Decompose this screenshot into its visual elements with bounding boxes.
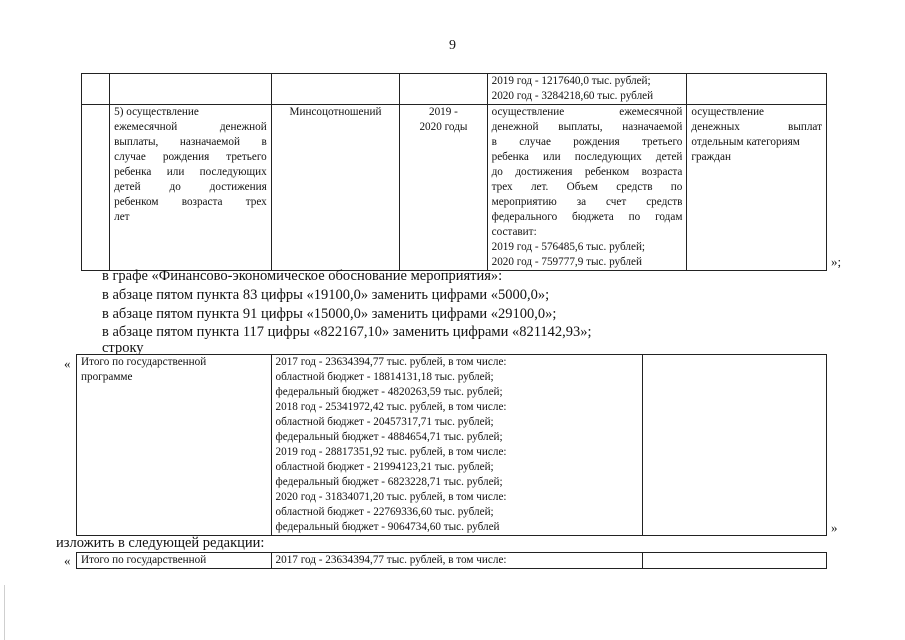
program-total-table-old (76, 354, 827, 536)
closing-quote-2: » (831, 520, 838, 535)
paragraph-row-word: строку (102, 340, 144, 356)
opening-quote-2: « (64, 356, 71, 371)
table-row-measure-5 (82, 105, 827, 271)
closing-quote-1: »; (831, 254, 842, 269)
table-row-program-total (77, 355, 827, 536)
cell-total-label-new: Итого по государственной (77, 553, 272, 569)
opening-quote-3: « (64, 553, 71, 568)
paragraph-new-edition: изложить в следующей редакции: (56, 535, 265, 551)
cell-executor: Минсоцотношений (271, 105, 400, 271)
paragraph-column-header: в графе «Финансово-экономическое обоснование мероприятия»: (102, 268, 503, 284)
cell-result: осуществление денежных выплат отдельным категориям граждан (687, 105, 827, 271)
scan-edge-mark (4, 585, 5, 640)
cell-total-label: Итого по государственной программе (77, 355, 272, 536)
cell-period: 2019 - 2020 годы (400, 105, 487, 271)
table-row-continuation (82, 74, 827, 105)
table-row-program-total-new (77, 553, 827, 569)
cell-measure-name: 5) осуществление ежемесячной денежной выплаты, назначаемой в случае рождения третьего ребенка или последующих детей до достижения ребенком возраста трех лет (110, 105, 272, 271)
paragraph-item-83: в абзаце пятом пункта 83 цифры «19100,0» заменить цифрами «5000,0»; (102, 287, 550, 303)
cell-description: осуществление ежемесячной денежной выплаты, назначаемой в случае рождения третьего ребенка или последующих детей до достижения ребенком возраста трех лет. Объем средств по мероприятию за счет средств федерального бюджета по годам составит: 2019 год - 576485,6 тыс. рублей; 2020 год - 759777,9 тыс. рублей (487, 105, 687, 271)
cell-total-amounts-new: 2017 год - 23634394,77 тыс. рублей, в том числе: (271, 553, 642, 569)
measures-table (81, 73, 827, 271)
page-number: 9 (449, 38, 456, 53)
paragraph-item-117: в абзаце пятом пункта 117 цифры «822167,10» заменить цифрами «821142,93»; (102, 324, 592, 340)
program-total-table-new (76, 552, 827, 569)
paragraph-item-91: в абзаце пятом пункта 91 цифры «15000,0» заменить цифрами «29100,0»; (102, 306, 557, 322)
cell-total-amounts: 2017 год - 23634394,77 тыс. рублей, в том числе: областной бюджет - 18814131,18 тыс. рублей; федеральный бюджет - 4820263,59 тыс. рублей; 2018 год - 25341972,42 тыс. рублей, в том числе: областной бюджет - 20457317,71 тыс. рублей; федеральный бюджет - 4884654,71 тыс. рублей; 2019 год - 28817351,92 тыс. рублей, в том числе: областной бюджет - 21994123,21 тыс. рублей; федеральный бюджет - 6823228,71 тыс. рублей; 2020 год - 31834071,20 тыс. рублей, в том числе: областной бюджет - 22769336,60 тыс. рублей; федеральный бюджет - 9064734,60 тыс. рублей (271, 355, 642, 536)
cell-funding-continuation: 2019 год - 1217640,0 тыс. рублей; 2020 год - 3284218,60 тыс. рублей (487, 74, 687, 105)
